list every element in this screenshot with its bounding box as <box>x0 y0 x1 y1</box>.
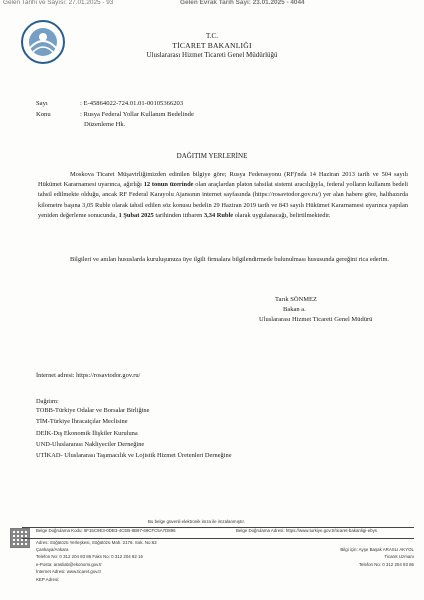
header-directorate: Uluslararası Hizmet Ticareti Genel Müdürlüğü <box>146 51 278 59</box>
body-paragraph-2: Bilgileri ve anılan hususlarda kuruluşunuza üye ilgili firmalara bilgilendirmede bulunulması hususunda gereğini rica ederim. <box>70 256 390 263</box>
footer-kep: KEP Adresi: <box>36 577 60 582</box>
info-contact-name: Bilgi için: Ayşe Başak ARASLI AKYOL <box>340 547 414 552</box>
distribution-title: DAĞITIM YERLERİNE <box>176 152 248 160</box>
footer-divider-2 <box>22 538 414 539</box>
distribution-label: Dağıtım: <box>36 398 59 405</box>
footer-email[interactable]: e-Posta: arasliab@ekonomi.gov.tr <box>36 562 102 567</box>
konu-value-cont: Düzenleme Hk. <box>84 121 126 128</box>
sayi-label: Sayı <box>36 100 48 107</box>
distribution-item: TOBB-Türkiye Odalar ve Borsalar Birliğine <box>36 407 150 414</box>
footer-phone: Telefon No: 0 312 204 93 86 Faks No: 0 312 204 92 16 <box>36 554 143 559</box>
esign-note: Bu belge güvenli elektronik imza ile imzalanmıştır. <box>148 519 245 524</box>
footer-address-2: Çankaya/Ankara <box>36 547 69 552</box>
sayi-value: : E-45864022-724.01.01-00105366203 <box>80 100 184 107</box>
body-paragraph-1: Moskova Ticaret Müşavirliğimizden edinilen bilgiye göre; Rusya Federasyonu (RF)'nda 14 Haziran 2013 tarih ve 504 sayılı Hükümet Kararnamesi uyarınca, ağırlığı 12 tonun üzerinde olan araçlardan platon tahsilat sistemi aracılığıyla, federal yolların kullanım bedeli tahsil edilmekte olduğu, ancak RF Federal Karayolu Ajansının internet sayfasında (https://rosavtodor.gov.ru/) yer alan habere göre, halihazırda kilometre başına 3,05 Ruble olarak tahsil edilen söz konusu bedelin 29 Haziran 2019 tarih ve 843 sayılı Hükümet Kararnamesi uyarınca yapılan yeniden değerleme sonucunda, 1 Şubat 2025 tarihinden itibaren 3,34 Ruble olarak uygulanacağı, belirtilmektedir. <box>38 171 409 219</box>
signer-title-2: Uluslararası Hizmet Ticareti Genel Müdürü <box>259 316 373 323</box>
signer-name: Tarık SÖNMEZ <box>275 296 317 303</box>
distribution-item: TİM-Türkiye İhracatçılar Meclisine <box>36 418 128 425</box>
incoming-date-stamp-left: Gelen Tarihi ve Sayısı: 27.01.2025 - 93 <box>3 0 114 6</box>
footer-address-1: Adres: Söğütözü Yerleşkesi, Söğütözü Mah. 2176. Sok. No:63 <box>36 540 157 545</box>
header-ministry: TİCARET BAKANLIĞI <box>172 41 252 50</box>
header-tc: T.C. <box>206 32 218 40</box>
info-contact-title: Ticaret Uzmanı <box>384 554 414 559</box>
info-contact-phone: Telefon No: 0 312 204 93 86 <box>358 562 414 567</box>
incoming-date-stamp-right: Gelen Evrak Tarih Sayı: 23.01.2025 - 4044 <box>180 0 305 6</box>
annex-url: İnternet adresi: https://rosavtodor.gov.ru/ <box>36 372 141 379</box>
verify-code: Belge Doğrulama Kodu: 5F15C9E3-0DB3-4CEB-8B97-69CFC5A7D896 <box>36 528 176 533</box>
distribution-item: UTİKAD- Uluslararası Taşımacılık ve Lojistik Hizmet Üretenleri Derneğine <box>36 452 232 459</box>
distribution-item: UND-Uluslararası Nakliyeciler Derneğine <box>36 441 145 448</box>
konu-label: Konu <box>36 111 51 118</box>
footer-web[interactable]: İnternet Adresi: www.ticaret.gov.tr <box>36 569 102 574</box>
signer-title-1: Bakan a. <box>283 306 306 313</box>
verify-url[interactable]: Belge Doğrulama Adresi: https://www.turkiye.gov.tr/ticaret-bakanligi-ebys <box>236 528 377 533</box>
distribution-item: DEİK-Dış Ekonomik İlişkiler Kuruluna <box>36 430 138 437</box>
konu-value: : Rusya Federal Yollar Kullanım Bedelinde <box>80 111 194 118</box>
